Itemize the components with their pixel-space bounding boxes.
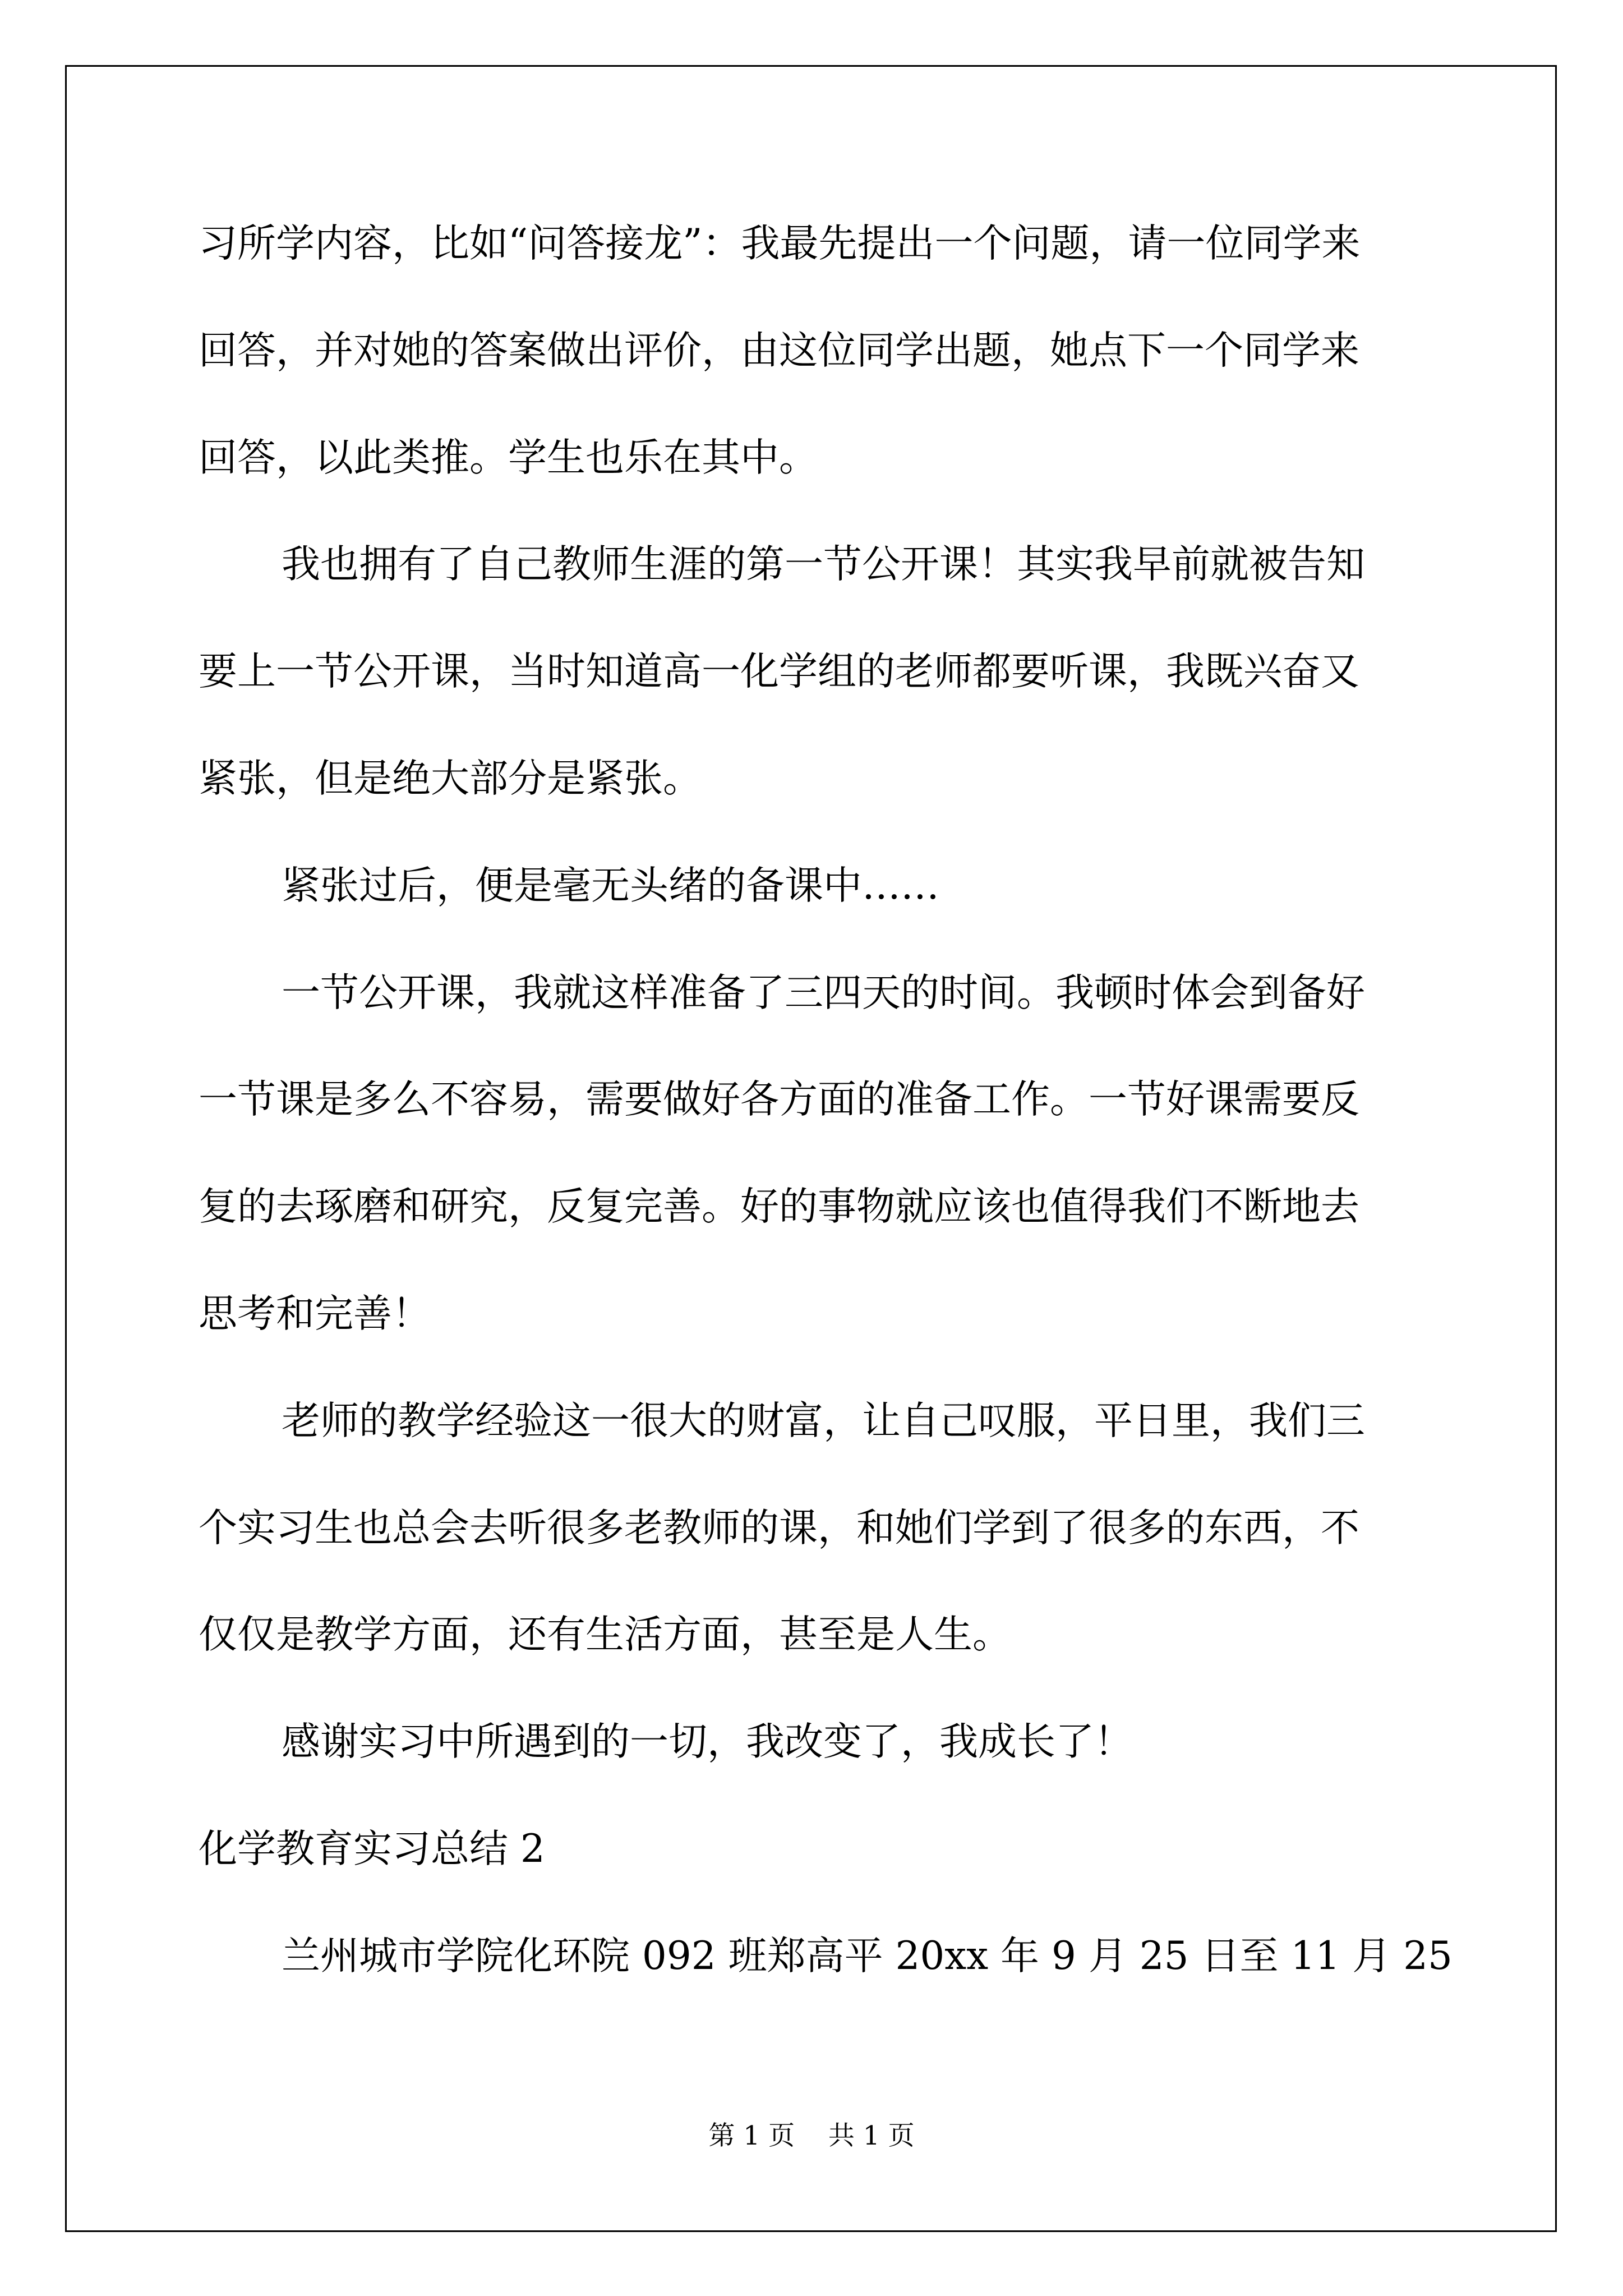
body-line: 复的去琢磨和研究，反复完善。好的事物就应该也值得我们不断地去 [199,1184,1359,1229]
paragraph-start-line: 一节公开课，我就这样准备了三四天的时间。我顿时体会到备好 [282,970,1365,1015]
paragraph-start-line: 紧张过后，便是毫无头绪的备课中…… [282,863,939,908]
page-footer: 第 1 页 共 1 页 [708,2120,915,2151]
body-line: 回答，并对她的答案做出评价，由这位同学出题，她点下一个同学来 [199,328,1359,373]
body-line: 回答，以此类推。学生也乐在其中。 [199,435,818,480]
paragraph-start-line: 兰州城市学院化环院 092 班郑高平 20xx 年 9 月 25 日至 11 月 25 [282,1934,1453,1978]
body-line: 紧张，但是绝大部分是紧张。 [199,756,702,801]
section-heading: 化学教育实习总结 2 [199,1826,545,1871]
paragraph-start-line: 老师的教学经验这一很大的财富，让自己叹服，平日里，我们三 [282,1398,1365,1443]
page-border [65,65,1557,2232]
body-line: 要上一节公开课，当时知道高一化学组的老师都要听课，我既兴奋又 [199,649,1359,694]
body-line: 仅仅是教学方面，还有生活方面，甚至是人生。 [199,1612,1011,1657]
paragraph-start-line: 感谢实习中所遇到的一切，我改变了，我成长了！ [282,1719,1133,1764]
body-line: 习所学内容，比如“问答接龙”：我最先提出一个问题，请一位同学来 [199,221,1361,266]
paragraph-start-line: 我也拥有了自己教师生涯的第一节公开课！其实我早前就被告知 [282,542,1365,587]
body-line: 个实习生也总会去听很多老教师的课，和她们学到了很多的东西，不 [199,1506,1359,1550]
body-line: 一节课是多么不容易，需要做好各方面的准备工作。一节好课需要反 [199,1077,1359,1122]
body-line: 思考和完善！ [199,1291,431,1336]
